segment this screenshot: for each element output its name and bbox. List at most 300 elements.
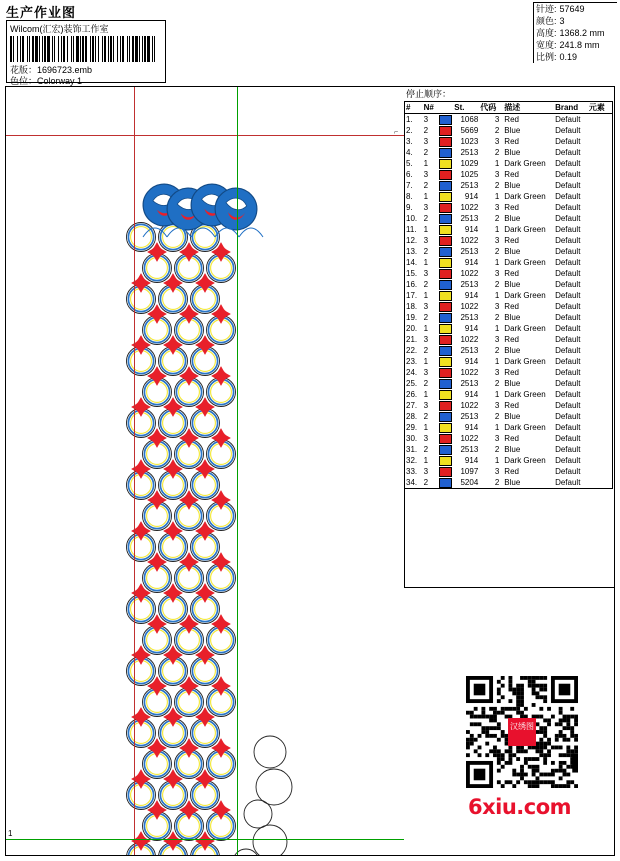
row-color-swatch (437, 180, 454, 191)
row-index: 11. (406, 225, 417, 234)
row-element (588, 114, 613, 126)
row-color-swatch (437, 422, 454, 433)
table-row (405, 180, 613, 191)
row-needle: 3 (423, 434, 429, 443)
row-stitches: 2513 (460, 148, 479, 157)
row-description: Dark Green (504, 357, 546, 366)
row-stitches: 1022 (460, 236, 479, 245)
row-index: 16. (406, 280, 418, 289)
row-element (588, 466, 613, 477)
row-color-swatch (437, 444, 454, 455)
stat-key: 针迹: (536, 4, 557, 14)
row-index: 4. (406, 148, 413, 157)
row-stitches: 2513 (460, 379, 479, 388)
row-description: Blue (504, 214, 521, 223)
row-description: Red (504, 203, 519, 212)
table-row (405, 367, 613, 378)
row-description: Blue (504, 478, 521, 487)
row-code: 1 (494, 159, 500, 168)
tick-mark-right: ⌐ (394, 129, 399, 136)
row-index: 19. (406, 313, 418, 322)
row-stitches: 2513 (460, 214, 479, 223)
row-stitches: 2513 (460, 280, 479, 289)
design-file-label: 花版：1696723.emb (10, 65, 93, 75)
row-color-swatch (437, 279, 454, 290)
row-needle: 1 (423, 192, 429, 201)
stat-value: 0.19 (559, 52, 578, 62)
row-color-swatch (437, 411, 454, 422)
row-element (588, 257, 613, 268)
row-color-swatch (437, 345, 454, 356)
row-brand: Default (555, 434, 581, 443)
row-stitches: 1022 (460, 368, 479, 377)
row-stitches: 1022 (460, 269, 479, 278)
row-stitches: 2513 (460, 412, 479, 421)
row-element (588, 290, 613, 301)
row-color-swatch (437, 400, 454, 411)
row-index: 25. (406, 379, 418, 388)
brand-watermark: 6xiu.com (468, 795, 572, 819)
table-row (405, 213, 613, 224)
row-index: 23. (406, 357, 418, 366)
row-code: 3 (494, 236, 500, 245)
row-brand: Default (555, 302, 581, 311)
row-needle: 3 (423, 137, 429, 146)
row-element (588, 378, 613, 389)
row-index: 8. (406, 192, 413, 201)
row-brand: Default (555, 478, 581, 487)
row-code: 1 (494, 324, 500, 333)
row-element (588, 356, 613, 367)
row-code: 2 (494, 181, 500, 190)
stat-value: 3 (559, 16, 565, 26)
row-description: Blue (504, 126, 521, 135)
guide-line-vertical-left (134, 87, 135, 855)
row-code: 3 (494, 368, 500, 377)
stats-panel (533, 2, 617, 63)
row-stitches: 1097 (460, 467, 479, 476)
row-brand: Default (555, 192, 581, 201)
col-brand: Brand (554, 102, 588, 114)
design-artwork (6, 87, 404, 855)
row-index: 7. (406, 181, 413, 190)
row-description: Dark Green (504, 423, 546, 432)
row-brand: Default (555, 390, 581, 399)
row-index: 27. (406, 401, 418, 410)
row-code: 1 (494, 225, 500, 234)
row-brand: Default (555, 368, 581, 377)
row-needle: 2 (423, 247, 429, 256)
row-needle: 3 (423, 236, 429, 245)
row-description: Blue (504, 313, 521, 322)
row-needle: 3 (423, 335, 429, 344)
stop-sequence-table (404, 101, 613, 489)
row-description: Blue (504, 280, 521, 289)
table-row (405, 191, 613, 202)
row-needle: 3 (423, 401, 429, 410)
stat-key: 颜色: (536, 16, 557, 26)
row-stitches: 914 (464, 291, 479, 300)
col-stitches: St. (453, 102, 479, 114)
row-description: Dark Green (504, 390, 546, 399)
row-stitches: 1029 (460, 159, 479, 168)
row-color-swatch (437, 323, 454, 334)
row-needle: 2 (423, 214, 429, 223)
row-index: 5. (406, 159, 413, 168)
row-index: 1. (406, 115, 413, 124)
row-index: 26. (406, 390, 418, 399)
row-code: 1 (494, 423, 500, 432)
row-color-swatch (437, 158, 454, 169)
row-stitches: 2513 (460, 181, 479, 190)
row-needle: 2 (423, 126, 429, 135)
row-color-swatch (437, 455, 454, 466)
row-element (588, 158, 613, 169)
row-stitches: 1022 (460, 203, 479, 212)
table-row (405, 444, 613, 455)
row-stitches: 914 (464, 390, 479, 399)
row-brand: Default (555, 115, 581, 124)
row-needle: 1 (423, 423, 429, 432)
row-needle: 3 (423, 203, 429, 212)
table-row (405, 433, 613, 444)
row-code: 3 (494, 170, 500, 179)
row-element (588, 389, 613, 400)
row-index: 18. (406, 302, 418, 311)
row-description: Dark Green (504, 291, 546, 300)
table-row (405, 290, 613, 301)
stat-value: 57649 (559, 4, 585, 14)
row-index: 10. (406, 214, 418, 223)
row-color-swatch (437, 202, 454, 213)
row-code: 3 (494, 467, 500, 476)
row-color-swatch (437, 367, 454, 378)
row-description: Dark Green (504, 324, 546, 333)
row-code: 1 (494, 192, 500, 201)
stop-sequence-title: 停止顺序： (406, 89, 452, 99)
row-brand: Default (555, 225, 581, 234)
row-code: 3 (494, 302, 500, 311)
row-needle: 1 (423, 357, 429, 366)
table-row (405, 224, 613, 235)
stat-row (534, 15, 617, 27)
row-element (588, 136, 613, 147)
row-brand: Default (555, 324, 581, 333)
row-stitches: 5669 (460, 126, 479, 135)
row-brand: Default (555, 280, 581, 289)
row-needle: 2 (423, 181, 429, 190)
row-color-swatch (437, 268, 454, 279)
row-index: 32. (406, 456, 418, 465)
table-row (405, 455, 613, 466)
table-row (405, 323, 613, 334)
row-code: 3 (494, 434, 500, 443)
row-code: 3 (494, 203, 500, 212)
stat-value: 1368.2 mm (559, 28, 605, 38)
row-needle: 1 (423, 225, 429, 234)
row-stitches: 914 (464, 192, 479, 201)
row-description: Blue (504, 346, 521, 355)
row-needle: 2 (423, 412, 429, 421)
row-brand: Default (555, 247, 581, 256)
table-row (405, 279, 613, 290)
stat-key: 宽度: (536, 40, 557, 50)
row-brand: Default (555, 335, 581, 344)
row-element (588, 334, 613, 345)
row-code: 2 (494, 126, 500, 135)
row-element (588, 180, 613, 191)
row-code: 2 (494, 412, 500, 421)
table-row (405, 466, 613, 477)
row-code: 2 (494, 478, 500, 487)
row-needle: 2 (423, 379, 429, 388)
row-color-swatch (437, 213, 454, 224)
colorway-label: 色位：Colorway 1 (10, 76, 83, 86)
row-color-swatch (437, 290, 454, 301)
row-needle: 2 (423, 313, 429, 322)
row-stitches: 914 (464, 423, 479, 432)
table-header-row (405, 102, 613, 114)
row-element (588, 312, 613, 323)
row-brand: Default (555, 159, 581, 168)
row-color-swatch (437, 147, 454, 158)
company-name: Wilcom(汇宏)装饰工作室 (10, 24, 109, 34)
row-stitches: 2513 (460, 313, 479, 322)
stat-value: 241.8 mm (559, 40, 600, 50)
col-swatch (437, 102, 454, 114)
row-element (588, 224, 613, 235)
table-row (405, 257, 613, 268)
row-brand: Default (555, 269, 581, 278)
row-color-swatch (437, 301, 454, 312)
row-code: 3 (494, 269, 500, 278)
row-code: 2 (494, 313, 500, 322)
row-needle: 2 (423, 478, 429, 487)
row-index: 12. (406, 236, 418, 245)
row-description: Blue (504, 181, 521, 190)
col-index: # (405, 102, 423, 114)
row-description: Red (504, 269, 519, 278)
row-brand: Default (555, 170, 581, 179)
row-element (588, 246, 613, 257)
col-needle: N# (423, 102, 437, 114)
panel-divider-vertical (404, 489, 405, 587)
table-row (405, 334, 613, 345)
row-element (588, 477, 613, 489)
row-element (588, 213, 613, 224)
row-index: 3. (406, 137, 413, 146)
row-color-swatch (437, 235, 454, 246)
row-color-swatch (437, 477, 454, 489)
row-stitches: 1023 (460, 137, 479, 146)
table-row (405, 268, 613, 279)
row-element (588, 422, 613, 433)
row-element (588, 191, 613, 202)
guide-line-horizontal-bottom (6, 839, 404, 840)
design-info-box (6, 20, 166, 86)
embroidery-design-canvas (6, 87, 404, 855)
row-stitches: 914 (464, 357, 479, 366)
row-stitches: 1068 (460, 115, 479, 124)
panel-divider-horizontal (404, 587, 615, 588)
row-index: 6. (406, 170, 413, 179)
row-code: 1 (494, 291, 500, 300)
row-index: 31. (406, 445, 418, 454)
table-row (405, 125, 613, 136)
table-row (405, 389, 613, 400)
row-brand: Default (555, 126, 581, 135)
row-color-swatch (437, 389, 454, 400)
row-index: 14. (406, 258, 418, 267)
table-row (405, 147, 613, 158)
stat-row (534, 51, 617, 63)
row-needle: 3 (423, 269, 429, 278)
row-element (588, 323, 613, 334)
stat-row (534, 27, 617, 39)
row-code: 2 (494, 214, 500, 223)
row-color-swatch (437, 224, 454, 235)
row-stitches: 1025 (460, 170, 479, 179)
stat-key: 比例: (536, 52, 557, 62)
row-description: Red (504, 467, 519, 476)
row-stitches: 914 (464, 324, 479, 333)
row-index: 24. (406, 368, 418, 377)
row-description: Blue (504, 445, 521, 454)
row-index: 29. (406, 423, 418, 432)
table-row (405, 169, 613, 180)
table-row (405, 411, 613, 422)
row-color-swatch (437, 169, 454, 180)
row-needle: 2 (423, 445, 429, 454)
row-brand: Default (555, 423, 581, 432)
row-needle: 1 (423, 159, 429, 168)
row-description: Red (504, 335, 519, 344)
row-description: Blue (504, 379, 521, 388)
table-row (405, 235, 613, 246)
row-brand: Default (555, 291, 581, 300)
table-row (405, 356, 613, 367)
row-description: Red (504, 137, 519, 146)
qr-center-logo: 汉绣图 (508, 718, 536, 746)
row-index: 22. (406, 346, 418, 355)
row-description: Blue (504, 247, 521, 256)
row-needle: 2 (423, 280, 429, 289)
row-brand: Default (555, 214, 581, 223)
row-needle: 1 (423, 456, 429, 465)
page-title: 生产作业图 (6, 5, 77, 20)
col-code: 代码 (479, 102, 503, 114)
row-color-swatch (437, 356, 454, 367)
row-color-swatch (437, 312, 454, 323)
row-element (588, 147, 613, 158)
row-needle: 1 (423, 291, 429, 300)
row-description: Red (504, 434, 519, 443)
table-row (405, 378, 613, 389)
row-index: 20. (406, 324, 418, 333)
row-brand: Default (555, 346, 581, 355)
corner-mark: 1 (8, 829, 13, 838)
row-needle: 1 (423, 390, 429, 399)
row-code: 3 (494, 401, 500, 410)
stat-row (534, 39, 617, 51)
table-row (405, 400, 613, 411)
row-code: 3 (494, 137, 500, 146)
row-needle: 1 (423, 258, 429, 267)
row-index: 34. (406, 478, 418, 487)
row-index: 21. (406, 335, 418, 344)
table-row (405, 136, 613, 147)
row-code: 3 (494, 115, 500, 124)
row-brand: Default (555, 181, 581, 190)
row-description: Red (504, 236, 519, 245)
row-stitches: 2513 (460, 346, 479, 355)
guide-line-horizontal-top (6, 135, 404, 136)
row-color-swatch (437, 466, 454, 477)
row-description: Red (504, 170, 519, 179)
row-element (588, 202, 613, 213)
row-code: 2 (494, 148, 500, 157)
row-needle: 3 (423, 302, 429, 311)
row-stitches: 914 (464, 456, 479, 465)
row-element (588, 433, 613, 444)
guide-line-vertical-right (237, 87, 238, 855)
row-stitches: 2513 (460, 247, 479, 256)
row-index: 9. (406, 203, 413, 212)
row-description: Blue (504, 148, 521, 157)
row-stitches: 1022 (460, 401, 479, 410)
row-index: 2. (406, 126, 413, 135)
row-code: 2 (494, 445, 500, 454)
row-brand: Default (555, 379, 581, 388)
col-description: 描述 (503, 102, 554, 114)
row-color-swatch (437, 246, 454, 257)
row-stitches: 914 (464, 258, 479, 267)
col-element: 元素 (588, 102, 613, 114)
row-color-swatch (437, 257, 454, 268)
row-element (588, 367, 613, 378)
row-description: Dark Green (504, 456, 546, 465)
row-brand: Default (555, 148, 581, 157)
row-brand: Default (555, 467, 581, 476)
row-description: Dark Green (504, 192, 546, 201)
row-needle: 3 (423, 115, 429, 124)
row-description: Red (504, 115, 519, 124)
row-code: 1 (494, 456, 500, 465)
row-color-swatch (437, 191, 454, 202)
table-row (405, 477, 613, 489)
row-element (588, 125, 613, 136)
row-color-swatch (437, 136, 454, 147)
row-description: Red (504, 368, 519, 377)
row-needle: 3 (423, 368, 429, 377)
row-stitches: 5204 (460, 478, 479, 487)
table-row (405, 114, 613, 126)
row-index: 33. (406, 467, 418, 476)
row-description: Blue (504, 412, 521, 421)
row-brand: Default (555, 401, 581, 410)
table-row (405, 202, 613, 213)
row-element (588, 235, 613, 246)
row-code: 2 (494, 247, 500, 256)
row-element (588, 268, 613, 279)
stat-key: 高度: (536, 28, 557, 38)
row-color-swatch (437, 433, 454, 444)
row-index: 15. (406, 269, 418, 278)
row-element (588, 169, 613, 180)
row-color-swatch (437, 114, 454, 126)
row-code: 1 (494, 258, 500, 267)
row-element (588, 301, 613, 312)
